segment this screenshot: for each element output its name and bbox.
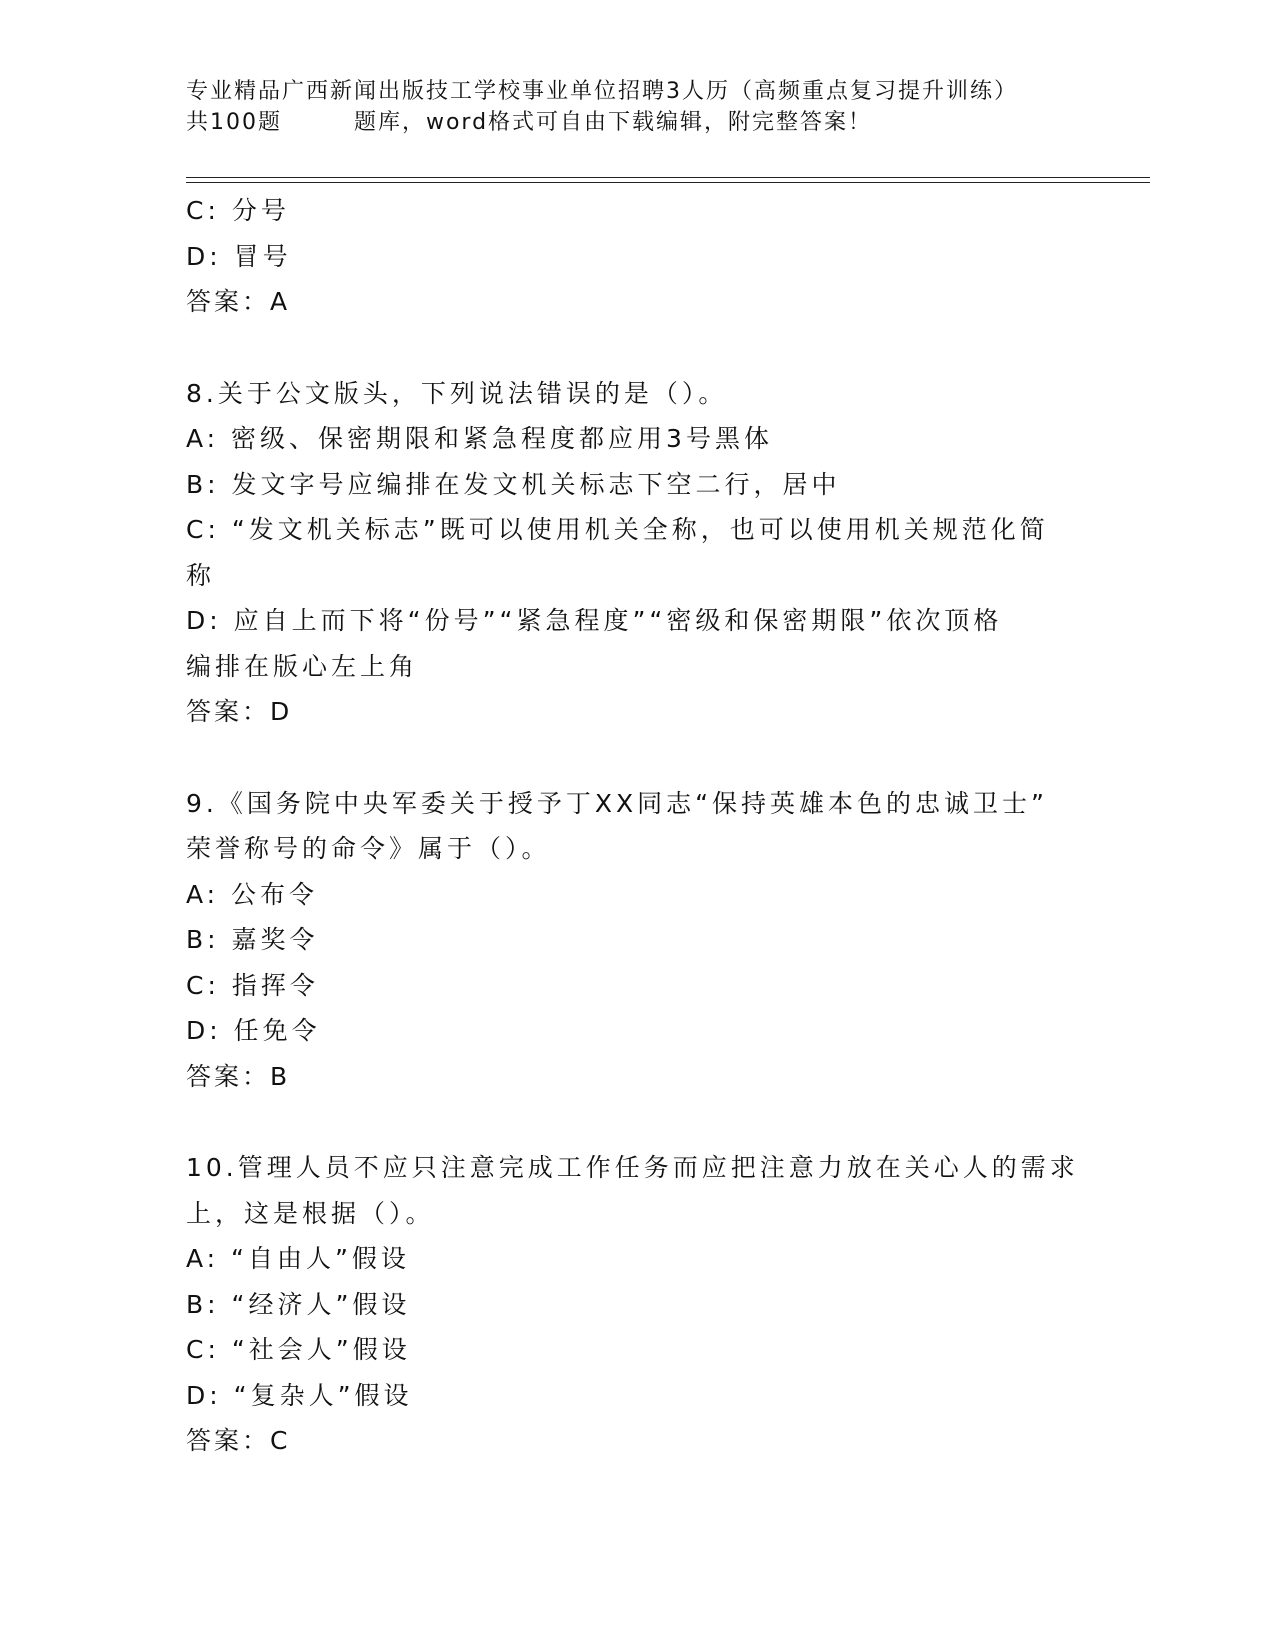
question-content — [186, 188, 1086, 1464]
previous-question-tail — [186, 188, 1086, 325]
header-divider-bottom — [186, 182, 1150, 183]
option-d-continued: 编排在版心左上角 — [186, 651, 419, 681]
header-question-count: 共100题 — [186, 110, 282, 135]
option-b: B: 嘉奖令 — [186, 925, 319, 954]
option-c: C: “发文机关标志”既可以使用机关全称，也可以使用机关规范化简 — [186, 515, 1049, 544]
spacer — [186, 1099, 1086, 1145]
answer-line: 答案：B — [186, 1061, 291, 1091]
header-subtitle — [186, 107, 1086, 138]
question-stem-continued: 上，这是根据（）。 — [186, 1198, 435, 1228]
header-title: 专业精品广西新闻出版技工学校事业单位招聘3人历（高频重点复习提升训练） — [186, 79, 1018, 104]
option-d: D: 冒号 — [186, 241, 292, 271]
question-block — [186, 781, 1086, 1100]
option-d: D: 任免令 — [186, 1016, 321, 1045]
header-divider-top — [186, 177, 1150, 178]
option-b: B: 发文字号应编排在发文机关标志下空二行，居中 — [186, 469, 841, 499]
option-c: C: 指挥令 — [186, 970, 319, 1000]
option-a: A: 密级、保密期限和紧急程度都应用3号黑体 — [186, 424, 773, 453]
question-stem: 9.《国务院中央军委关于授予丁XX同志“保持英雄本色的忠诚卫士” — [186, 788, 1049, 818]
answer-line: 答案：A — [186, 287, 291, 316]
option-c-continued: 称 — [186, 560, 216, 590]
header-description: 题库，word格式可自由下载编辑，附完整答案！ — [353, 110, 873, 135]
spacer — [186, 325, 1086, 371]
question-stem-continued: 荣誉称号的命令》属于（）。 — [186, 834, 551, 863]
question-block — [186, 1145, 1086, 1464]
spacer — [186, 735, 1086, 781]
question-list — [186, 371, 1086, 1464]
option-b: B: “经济人”假设 — [186, 1289, 411, 1319]
option-a: A: “自由人”假设 — [186, 1244, 410, 1273]
document-header — [186, 76, 1086, 138]
option-c: C: 分号 — [186, 196, 290, 225]
option-a: A: 公布令 — [186, 879, 319, 909]
question-stem: 8.关于公文版头，下列说法错误的是（）。 — [186, 378, 728, 408]
question-block — [186, 371, 1086, 735]
option-d: D: 应自上而下将“份号”“紧急程度”“密级和保密期限”依次顶格 — [186, 606, 1003, 635]
option-c: C: “社会人”假设 — [186, 1335, 411, 1364]
option-d: D: “复杂人”假设 — [186, 1380, 413, 1410]
answer-line: 答案：C — [186, 1426, 291, 1455]
question-stem: 10.管理人员不应只注意完成工作任务而应把注意力放在关心人的需求 — [186, 1153, 1079, 1182]
answer-line: 答案：D — [186, 697, 293, 726]
